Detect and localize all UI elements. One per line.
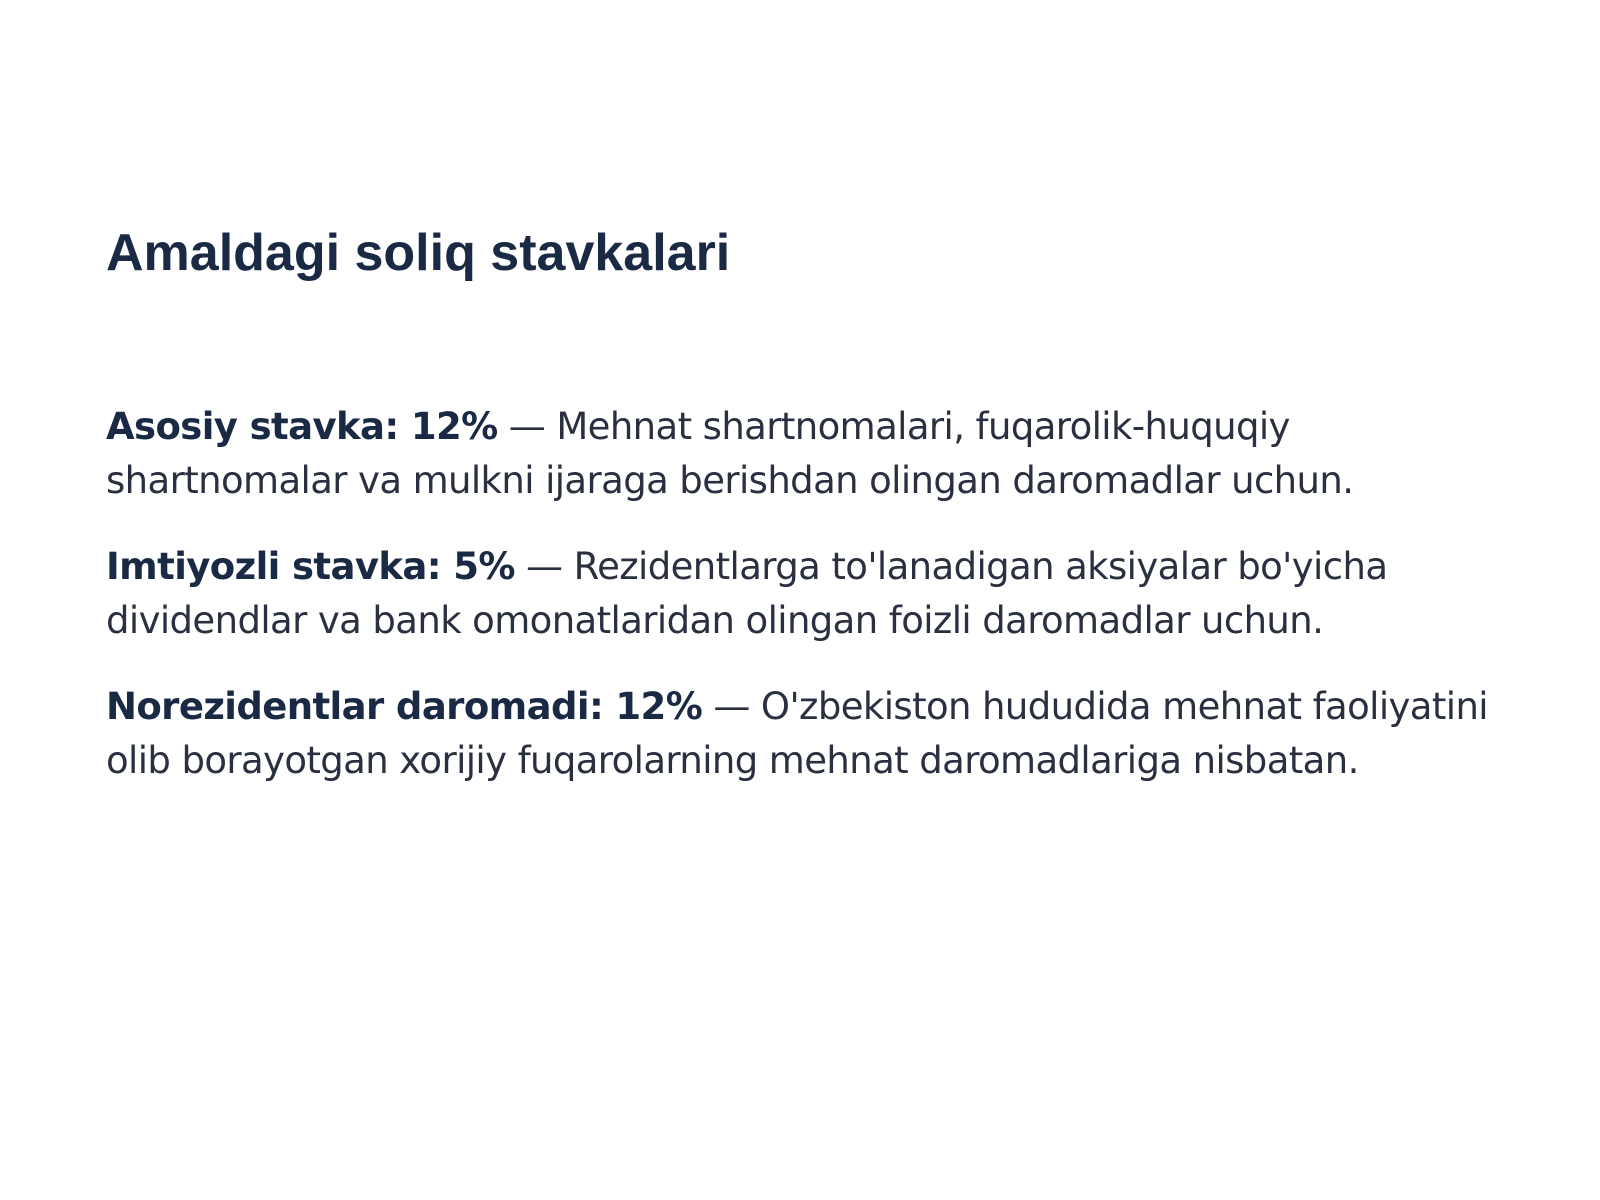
rate-label: Norezidentlar daromadi: 12% [106, 685, 703, 728]
rate-separator: — [514, 545, 574, 588]
rate-description: Rezidentlarga to'lanadigan aksiyalar bo'yicha dividendlar va bank omonatlaridan olingan foizli daromadlar uchun. [106, 545, 1388, 642]
rate-description: O'zbekiston hududida mehnat faoliyatini olib borayotgan xorijiy fuqarolarning mehnat daromadlariga nisbatan. [106, 685, 1488, 782]
rate-label: Imtiyozli stavka: 5% [106, 545, 515, 588]
rate-label: Asosiy stavka: 12% [106, 405, 498, 448]
rate-separator: — [702, 685, 761, 728]
rate-description: Mehnat shartnomalari, fuqarolik-huquqiy shartnomalar va mulkni ijaraga berishdan olingan daromadlar uchun. [106, 405, 1354, 502]
slide-title: Amaldagi soliq stavkalari [106, 224, 731, 282]
rate-item-nonresident [106, 680, 1506, 788]
rate-item-basic [106, 400, 1506, 508]
rate-list [106, 400, 1506, 820]
rate-separator: — [497, 405, 557, 448]
rate-item-preferential [106, 540, 1506, 648]
